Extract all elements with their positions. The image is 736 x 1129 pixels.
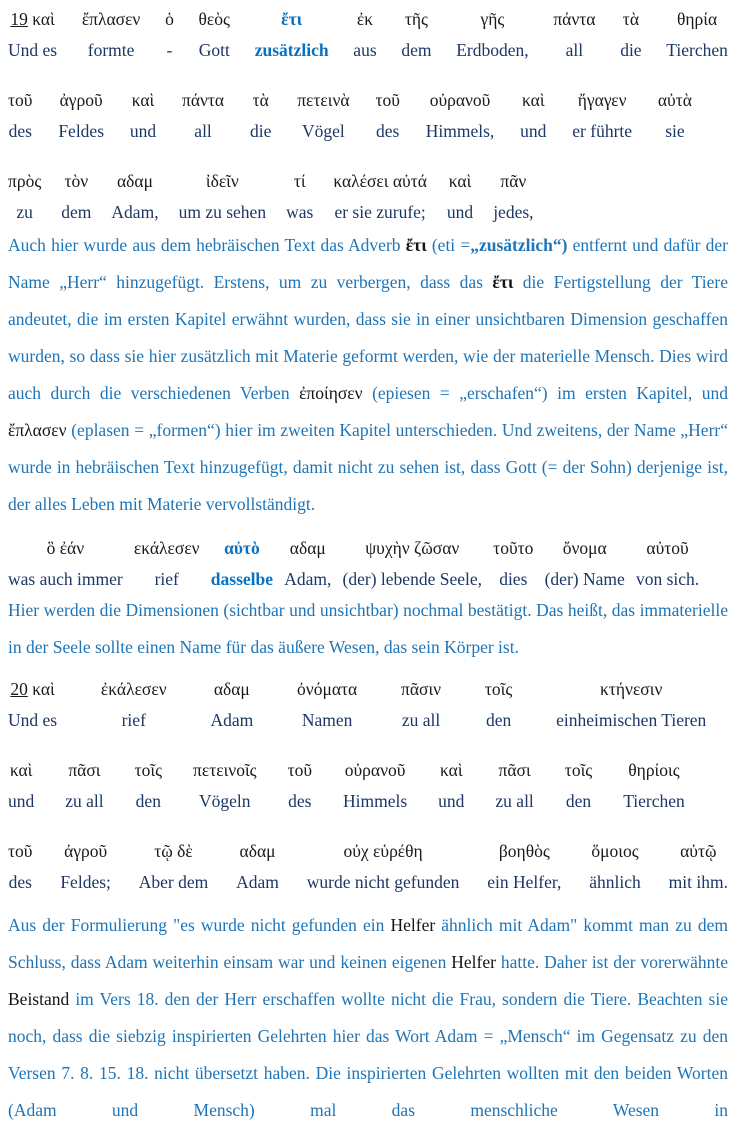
commentary-text: die Fertigstellung der Tiere andeutet, die im ersten Kapitel erwähnt wurden, dass sie in einer unsichtbaren Dimension geschaffen wurden, so dass sie hier zusätzlich mit Materie geformt werden, wie der materielle Mensch. Dies wird auch durch die verschiedenen Verben	[8, 272, 728, 403]
interlinear-cell	[288, 757, 312, 814]
interlinear-cell	[297, 87, 349, 144]
interlinear-cell	[111, 168, 158, 225]
greek-word: ἔτι	[281, 9, 303, 29]
greek-word: τοῖς	[564, 760, 593, 780]
interlinear-cell	[134, 535, 200, 592]
interlinear-cell	[165, 6, 174, 63]
interlinear-cell	[353, 6, 376, 63]
greek-word: αδαμ	[239, 841, 276, 861]
greek-word: ἀγροῦ	[59, 90, 103, 110]
interlinear-cell	[8, 168, 41, 225]
interlinear-cell	[666, 6, 728, 63]
german-word: und	[129, 121, 157, 141]
greek-word: αδαμ	[289, 538, 326, 558]
commentary-text: Aus der Formulierung "es wurde nicht gefunden ein	[8, 915, 391, 935]
interlinear-cell	[556, 676, 706, 733]
commentary-text: (eplasen = „formen“) hier im zweiten Kapitel unterschieden. Und zweitens, der Name „Herr“ wurde in hebräischen Text hinzugefügt, damit nicht zu sehen ist, dass Gott (= der Sohn) derjenige ist, der alles Leben mit Materie vervollständigt.	[8, 420, 728, 514]
greek-word: πᾶσιν	[401, 679, 442, 699]
greek-word: οὐχ εὑρέθη	[343, 841, 423, 861]
greek-word: ὃ ἐάν	[46, 538, 85, 558]
interlinear-cell	[284, 535, 331, 592]
greek-word: ὁ	[165, 9, 174, 29]
interlinear-cell	[65, 757, 103, 814]
german-word: den	[565, 791, 592, 811]
greek-word: αδαμ	[213, 679, 250, 699]
german-word: des	[8, 872, 32, 892]
greek-word: ἐκάλεσεν	[100, 679, 167, 699]
interlinear-cell	[623, 757, 685, 814]
interlinear-row	[8, 757, 685, 814]
german-word: formte	[87, 40, 135, 60]
greek-word: τί	[293, 171, 306, 191]
greek-word: τὰ	[252, 90, 269, 110]
german-word: die	[249, 121, 272, 141]
german-word: wurde nicht gefunden	[306, 872, 460, 892]
interlinear-cell	[307, 838, 460, 895]
greek-word: αδαμ	[117, 171, 153, 191]
german-word: aus	[353, 40, 377, 60]
greek-word: θεὸς	[198, 9, 230, 29]
interlinear-cell	[493, 168, 533, 225]
german-word: von sich.	[635, 569, 700, 589]
commentary-verse-20	[8, 907, 728, 1129]
german-word: den	[135, 791, 161, 811]
german-word: er führte	[572, 121, 633, 141]
interlinear-cell	[572, 87, 632, 144]
interlinear-cell	[135, 757, 162, 814]
interlinear-cell	[179, 168, 266, 225]
interlinear-cell	[447, 168, 473, 225]
interlinear-cell	[182, 87, 224, 144]
interlinear-row	[8, 535, 699, 592]
german-word: zu all	[495, 791, 534, 811]
commentary-text: (epiesen = „erschafen“) im ersten Kapitel, und	[362, 383, 729, 403]
greek-word: βοηθὸς	[498, 841, 550, 861]
german-word: dies	[499, 569, 528, 589]
german-word: zu all	[401, 710, 441, 730]
commentary-text: hatte. Daher ist der vorerwähnte	[495, 952, 728, 972]
interlinear-cell	[401, 6, 431, 63]
german-word: Feldes;	[60, 872, 111, 892]
greek-word: εκάλεσεν	[133, 538, 200, 558]
greek-word: καὶ	[522, 90, 545, 110]
interlinear-verse-19b	[8, 535, 728, 592]
interlinear-cell	[8, 838, 32, 895]
greek-word: τοῖς	[484, 679, 513, 699]
greek-word: τῆς	[404, 9, 428, 29]
greek-word: πετεινὰ	[297, 90, 350, 110]
german-word: Und es	[8, 710, 58, 730]
german-word: Vögeln	[199, 791, 251, 811]
greek-word: οὐρανοῦ	[344, 760, 406, 780]
german-word: und	[446, 202, 474, 222]
interlinear-row	[8, 838, 728, 895]
german-word: Und es	[8, 40, 58, 60]
commentary-text: Auch hier wurde aus dem hebräischen Text das Adverb	[8, 235, 406, 255]
interlinear-cell	[426, 87, 495, 144]
german-word: mit ihm.	[668, 872, 728, 892]
german-word: Adam	[210, 710, 254, 730]
interlinear-cell	[485, 676, 512, 733]
greek-word: πᾶσι	[498, 760, 531, 780]
greek-word: τῷ δὲ	[154, 841, 193, 861]
german-word: all	[194, 121, 212, 141]
interlinear-cell	[545, 535, 625, 592]
interlinear-cell	[495, 757, 533, 814]
interlinear-cell	[636, 535, 699, 592]
german-word: Adam	[236, 872, 279, 892]
greek-word: τοῦ	[8, 841, 33, 861]
greek-word: καλέσει αὐτά	[333, 171, 427, 191]
emphasized-text: „zusätzlich“)	[470, 235, 568, 255]
commentary-text: Hier werden die Dimensionen (sichtbar und unsichtbar) nochmal bestätigt. Das heißt, das immaterielle in der Seele sollte einen Name für das äußere Wesen, das sein Körper ist.	[8, 600, 728, 657]
interlinear-row	[8, 676, 706, 733]
german-word: -	[166, 40, 173, 60]
interlinear-cell	[520, 87, 546, 144]
emphasized-text: Helfer	[390, 915, 436, 935]
interlinear-cell	[193, 757, 257, 814]
german-word: des	[376, 121, 400, 141]
german-word: einheimischen Tieren	[556, 710, 707, 730]
interlinear-cell	[553, 6, 595, 63]
verse-number: 19	[10, 9, 28, 29]
greek-word: καὶ	[448, 171, 472, 191]
interlinear-row	[8, 6, 728, 63]
greek-word: 20 καὶ	[10, 679, 55, 699]
german-word: um zu sehen	[178, 202, 267, 222]
greek-word: τοῦτο	[493, 538, 534, 558]
german-word: zusätzlich	[254, 40, 329, 60]
german-word: die	[620, 40, 642, 60]
german-word: und	[8, 791, 35, 811]
german-word: rief	[121, 710, 146, 730]
greek-word: καὶ	[131, 90, 155, 110]
german-word: Namen	[301, 710, 353, 730]
interlinear-cell	[343, 535, 482, 592]
greek-word: γῆς	[480, 9, 505, 29]
greek-word: 19 καὶ	[10, 9, 55, 29]
german-word: (der) Name	[544, 569, 625, 589]
greek-word: αὐτὸ	[224, 538, 260, 558]
emphasized-text: Helfer	[451, 952, 496, 972]
interlinear-cell	[438, 757, 464, 814]
greek-word: θηρίοις	[628, 760, 680, 780]
commentary-text: (eti =	[426, 235, 471, 255]
german-word: Feldes	[58, 121, 105, 141]
interlinear-cell	[211, 535, 273, 592]
interlinear-cell	[297, 676, 357, 733]
interlinear-cell	[8, 87, 32, 144]
emphasized-text: ἔπλασεν	[8, 420, 67, 440]
interlinear-verse-20	[8, 676, 728, 895]
german-word: ein Helfer,	[487, 872, 562, 892]
interlinear-cell	[456, 6, 528, 63]
interlinear-cell	[8, 6, 57, 63]
greek-word: ἔπλασεν	[81, 9, 141, 29]
greek-word: τὰ	[622, 9, 639, 29]
greek-word: τοῖς	[134, 760, 163, 780]
greek-word: πρὸς	[8, 171, 42, 191]
german-word: all	[565, 40, 584, 60]
interlinear-cell	[620, 6, 641, 63]
german-word: dem	[401, 40, 432, 60]
greek-word: ἐκ	[356, 9, 374, 29]
german-word: Vögel	[302, 121, 345, 141]
german-word: rief	[154, 569, 179, 589]
interlinear-cell	[61, 168, 91, 225]
greek-word: ἤγαγεν	[577, 90, 627, 110]
german-word: er sie zurufe;	[334, 202, 426, 222]
german-word: was auch immer	[8, 569, 123, 589]
german-word: Adam,	[111, 202, 159, 222]
greek-word: τοῦ	[375, 90, 400, 110]
german-word: und	[438, 791, 465, 811]
german-word: Himmels,	[425, 121, 495, 141]
interlinear-cell	[199, 6, 230, 63]
greek-word: οὐρανοῦ	[429, 90, 491, 110]
greek-word: ἀγροῦ	[64, 841, 108, 861]
german-word: (der) lebende Seele,	[342, 569, 482, 589]
german-word: ähnlich	[589, 872, 641, 892]
interlinear-cell	[493, 535, 533, 592]
emphasized-text: ἔτι	[492, 272, 514, 292]
interlinear-cell	[130, 87, 156, 144]
greek-word: καὶ	[9, 760, 33, 780]
german-word: des	[288, 791, 312, 811]
greek-word: αὐτῷ	[680, 841, 717, 861]
interlinear-cell	[8, 757, 34, 814]
greek-word: πᾶν	[500, 171, 527, 191]
german-word: Aber dem	[138, 872, 209, 892]
interlinear-cell	[250, 87, 271, 144]
german-word: sie	[665, 121, 685, 141]
commentary-text: entfernt und dafür der Name „Herr“ hinzugefügt. Erstens, um zu verbergen, dass das	[8, 235, 728, 292]
interlinear-cell	[82, 6, 141, 63]
greek-word: ὅμοιος	[591, 841, 639, 861]
interlinear-cell	[8, 676, 57, 733]
interlinear-cell	[210, 676, 253, 733]
greek-word: πᾶσι	[68, 760, 101, 780]
verse-number: 20	[10, 679, 28, 699]
greek-word: αὐτὰ	[657, 90, 692, 110]
interlinear-cell	[375, 87, 399, 144]
german-word: Adam,	[284, 569, 332, 589]
greek-word: ὄνομα	[562, 538, 607, 558]
emphasized-text: ἔτι	[405, 235, 427, 255]
emphasized-text: ἐποίησεν	[299, 383, 363, 403]
commentary-verse-19b	[8, 592, 728, 666]
greek-word: θηρία	[677, 9, 718, 29]
interlinear-cell	[286, 168, 313, 225]
german-word: dem	[61, 202, 92, 222]
interlinear-cell	[565, 757, 592, 814]
interlinear-cell	[60, 838, 111, 895]
greek-word: ἰδεῖν	[205, 171, 239, 191]
emphasized-text: Beistand	[8, 989, 70, 1009]
interlinear-cell	[401, 676, 441, 733]
german-word: zu all	[65, 791, 104, 811]
greek-word: πάντα	[553, 9, 596, 29]
interlinear-row	[8, 87, 692, 144]
german-word: was	[286, 202, 314, 222]
greek-word: κτήνεσιν	[600, 679, 663, 699]
greek-word: πετεινοῖς	[193, 760, 257, 780]
greek-word: καὶ	[440, 760, 463, 780]
interlinear-cell	[58, 87, 104, 144]
german-word: Himmels	[343, 791, 408, 811]
german-word: Erdboden,	[456, 40, 529, 60]
interlinear-row	[8, 168, 534, 225]
interlinear-cell	[487, 838, 561, 895]
german-word: den	[485, 710, 512, 730]
german-word: und	[520, 121, 547, 141]
interlinear-cell	[255, 6, 329, 63]
german-word: des	[8, 121, 32, 141]
interlinear-cell	[236, 838, 279, 895]
commentary-text: ähnlich mit Adam" kommt man zu dem Schluss, dass Adam weiterhin einsam war und keinen eigenen	[8, 915, 728, 972]
interlinear-cell	[139, 838, 209, 895]
greek-word: ὀνόματα	[297, 679, 358, 699]
interlinear-cell	[101, 676, 167, 733]
greek-word: τοῦ	[8, 90, 33, 110]
german-word: dasselbe	[210, 569, 274, 589]
interlinear-verse-19	[8, 6, 728, 225]
greek-word: πάντα	[181, 90, 225, 110]
interlinear-cell	[669, 838, 728, 895]
interlinear-cell	[343, 757, 407, 814]
interlinear-cell	[589, 838, 641, 895]
german-word: Gott	[198, 40, 230, 60]
interlinear-cell	[658, 87, 692, 144]
german-word: Tierchen	[666, 40, 728, 60]
commentary-verse-19	[8, 227, 728, 523]
interlinear-cell	[8, 535, 123, 592]
greek-word: ψυχὴν ζῶσαν	[365, 538, 460, 558]
greek-word: τὸν	[64, 171, 89, 191]
interlinear-cell	[333, 168, 427, 225]
commentary-text: im Vers 18. den der Herr erschaffen wollte nicht die Frau, sondern die Tiere. Beachten sie noch, dass die siebzig inspirierten Gelehrten hier das Wort Adam = „Mensch“ im Gegensatz zu den Versen 7. 8. 15. 18. nicht übersetzt haben. Die inspirierten Gelehrten wollten mit den beiden Worten (Adam und Mensch) mal das menschliche Wesen in	[8, 989, 728, 1120]
german-word: jedes,	[493, 202, 534, 222]
german-word: Tierchen	[623, 791, 685, 811]
german-word: zu	[16, 202, 33, 222]
greek-word: αὐτοῦ	[646, 538, 689, 558]
greek-word: τοῦ	[287, 760, 313, 780]
